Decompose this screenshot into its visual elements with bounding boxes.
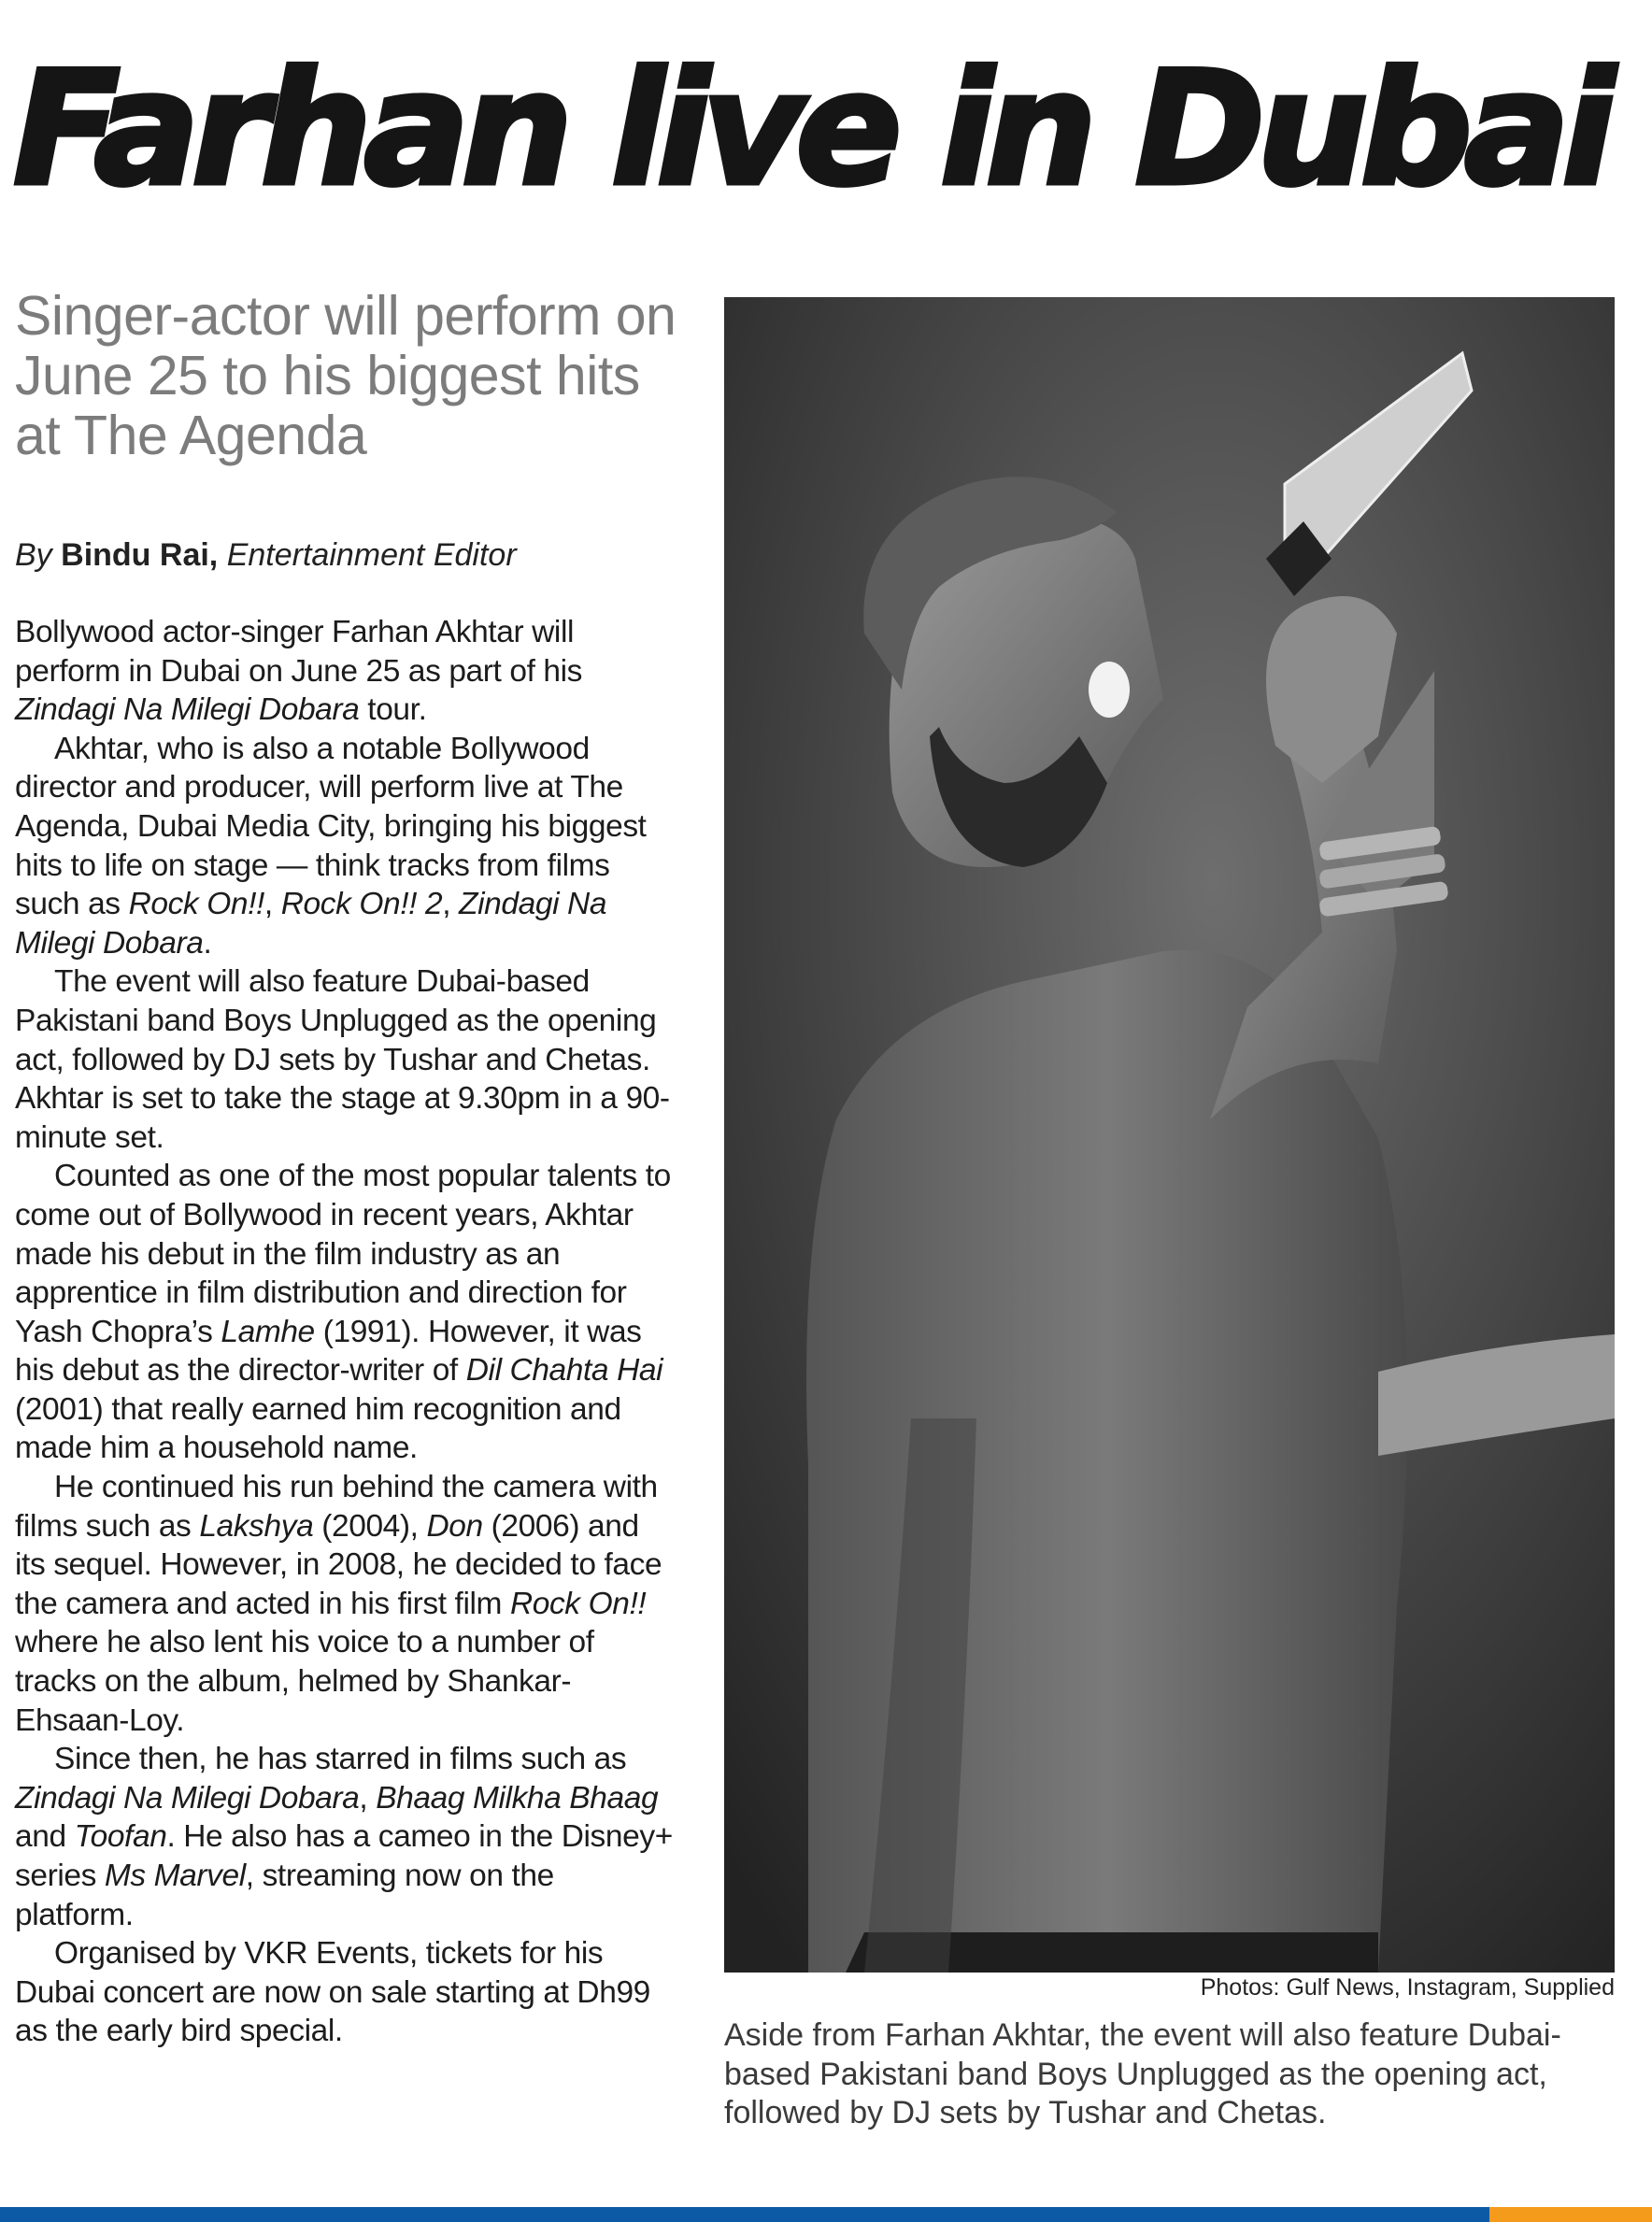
body-text: , streaming now on the platform. <box>15 1859 554 1932</box>
byline-prefix: By <box>15 537 52 573</box>
body-text: Organised by VKR Events, tickets for his Dubai concert are now on sale starting at Dh99 as the early bird special. <box>15 1936 650 2049</box>
body-text: Bollywood actor-singer Farhan Akhtar will perform in Dubai on June 25 as part of his <box>15 615 583 689</box>
body-text: (1991). However, it was his debut as the director-writer of <box>15 1314 642 1389</box>
body-title-italic: Zindagi Na Milegi Dobara <box>15 692 360 728</box>
photo-credit: Photos: Gulf News, Instagram, Supplied <box>1200 1974 1615 2001</box>
body-paragraph <box>15 613 673 730</box>
body-text: Counted as one of the most popular talents to come out of Bollywood in recent years, Akhtar made his debut in the film industry as an apprentice in film distribution and direction for Yash Chopra’s <box>15 1159 671 1349</box>
body-paragraph <box>15 1468 673 1740</box>
body-text: (2006) and its sequel. However, in 2008, he decided to face the camera and acted in his first film <box>15 1508 662 1621</box>
byline <box>15 534 688 576</box>
performer-photo-illustration <box>724 297 1615 1973</box>
body-text: The event will also feature Dubai-based Pakistani band Boys Unplugged as the opening act, followed by DJ sets by Tushar and Chetas. Akhtar is set to take the stage at 9.30pm in a 90-minute set. <box>15 964 670 1155</box>
body-text: tour. <box>359 692 427 728</box>
body-title-italic: Rock On!! <box>509 1586 647 1621</box>
article-body <box>15 613 673 2051</box>
body-text: (2001) that really earned him recognition and made him a household name. <box>15 1391 621 1466</box>
body-text: . He also has a cameo in the Disney+ series <box>15 1819 673 1893</box>
body-text: and <box>15 1819 75 1855</box>
body-text: He continued his run behind the camera with films such as <box>15 1470 658 1544</box>
body-title-italic: Zindagi Na Milegi Dobara <box>15 1780 360 1816</box>
body-title-italic: Zindagi Na Milegi Dobara <box>15 887 607 961</box>
deck-subheading: Singer-actor will perform on June 25 to his biggest hits at The Agenda <box>15 285 676 466</box>
body-text: where he also lent his voice to a number of tracks on the album, helmed by Shankar-Ehsaan-Loy. <box>15 1625 594 1738</box>
article-photo <box>724 297 1615 1973</box>
byline-role: Entertainment Editor <box>226 537 517 573</box>
body-paragraph <box>15 1934 673 2051</box>
body-title-italic: Toofan <box>74 1819 167 1855</box>
body-title-italic: Dil Chahta Hai <box>465 1353 663 1389</box>
body-paragraph <box>15 962 673 1157</box>
body-paragraph <box>15 1740 673 1934</box>
body-text: (2004), <box>313 1508 427 1544</box>
photo-caption: Aside from Farhan Akhtar, the event will also feature Dubai-based Pakistani band Boys Unplugged as the opening act, followed by DJ sets by Tushar and Chetas. <box>724 2017 1561 2130</box>
body-paragraph <box>15 1157 673 1468</box>
body-title-italic: Rock On!! 2 <box>280 887 443 922</box>
footer-accent-bar <box>1489 2207 1652 2222</box>
body-title-italic: Bhaag Milkha Bhaag <box>376 1780 659 1816</box>
body-title-italic: Ms Marvel <box>104 1859 246 1893</box>
body-paragraph <box>15 730 673 963</box>
byline-author: Bindu Rai, <box>61 537 219 573</box>
body-title-italic: Lakshya <box>199 1508 314 1544</box>
body-text: , <box>359 1780 377 1816</box>
body-text: , <box>442 887 460 922</box>
footer-bar <box>0 2207 1489 2222</box>
headline: Farhan live in Dubai <box>13 37 1607 221</box>
body-title-italic: Lamhe <box>221 1314 315 1349</box>
body-text: Since then, he has starred in films such as <box>54 1742 627 1777</box>
body-title-italic: Don <box>426 1508 483 1544</box>
body-text: Akhtar, who is also a notable Bollywood director and producer, will perform live at The Agenda, Dubai Media City, bringing his biggest hits to life on stage — think tracks from films such as <box>15 731 647 922</box>
body-text: , <box>263 887 281 922</box>
body-text: . <box>203 925 212 961</box>
body-title-italic: Rock On!! <box>128 887 264 922</box>
